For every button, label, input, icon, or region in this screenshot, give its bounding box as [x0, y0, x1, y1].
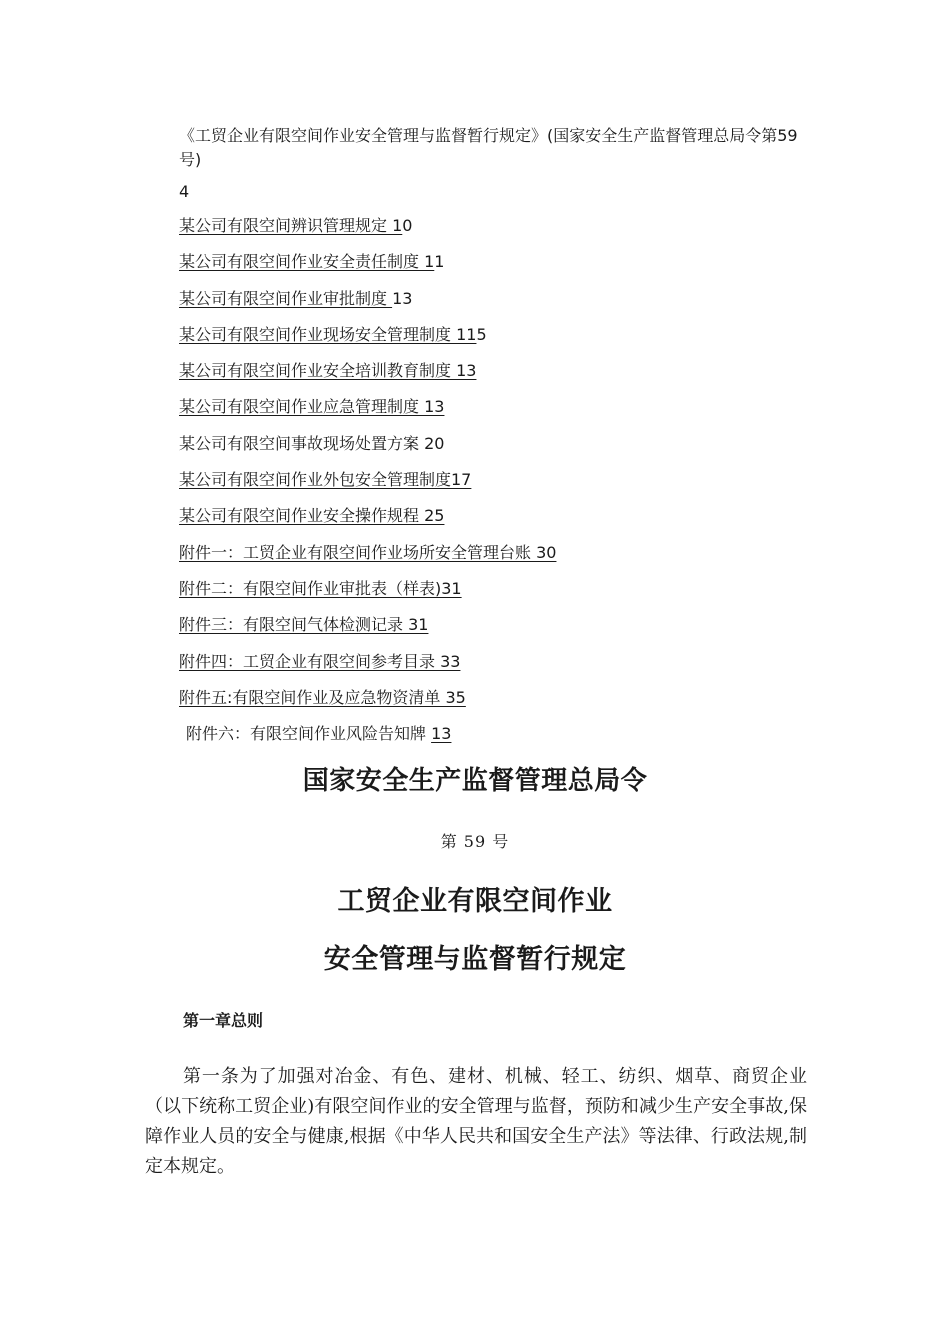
regulation-title-line-1: 工贸企业有限空间作业: [337, 886, 613, 917]
toc-link[interactable]: 某公司有限空间作业审批制度: [179, 288, 393, 308]
toc-intro-entry[interactable]: 《工贸企业有限空间作业安全管理与监督暂行规定》(国家安全生产监督管理总局令第59号): [179, 126, 798, 169]
toc-page-number: 5: [476, 324, 487, 344]
toc-list: [179, 214, 809, 758]
toc-link[interactable]: 某公司有限空间作业应急管理制度 13: [179, 397, 445, 417]
toc-page-number: 1: [434, 252, 445, 272]
toc-link[interactable]: 附件六：有限空间作业风险告知牌: [186, 724, 432, 744]
toc-page-number: 0: [402, 216, 413, 235]
toc-link[interactable]: 附件三：有限空间气体检测记录 31: [179, 615, 429, 635]
toc-link[interactable]: 附件二：有限空间作业审批表（样表)31: [179, 578, 462, 598]
toc-item[interactable]: [179, 541, 809, 577]
toc-item[interactable]: [179, 323, 809, 359]
order-heading: 国家安全生产监督管理总局令: [302, 766, 648, 796]
toc-item[interactable]: [179, 359, 809, 395]
toc-page-number[interactable]: 13: [431, 724, 452, 744]
toc-link[interactable]: 附件五:有限空间作业及应急物资清单 35: [179, 687, 466, 707]
toc-link[interactable]: 某公司有限空间作业外包安全管理制度17: [179, 470, 472, 490]
toc-link[interactable]: 附件一：工贸企业有限空间作业场所安全管理台账 30: [179, 542, 557, 562]
toc-item[interactable]: [179, 432, 809, 468]
toc-link[interactable]: 附件四：工贸企业有限空间参考目录 33: [179, 651, 461, 671]
toc-intro-page-number: 4: [179, 182, 190, 201]
toc-link[interactable]: 某公司有限空间作业安全责任制度 1: [179, 252, 435, 272]
toc-page-number: 13: [392, 288, 413, 308]
toc-item[interactable]: [179, 504, 809, 540]
toc-link[interactable]: 某公司有限空间作业安全培训教育制度 13: [179, 361, 477, 381]
toc-item[interactable]: [179, 468, 809, 504]
toc-item[interactable]: [179, 395, 809, 431]
regulation-title-line-2: 安全管理与监督暂行规定: [323, 944, 627, 975]
toc-link[interactable]: 某公司有限空间辨识管理规定 1: [179, 216, 403, 235]
toc-item[interactable]: [179, 577, 809, 613]
order-number: 第 59 号: [440, 832, 510, 851]
toc-item[interactable]: [179, 250, 809, 286]
toc-link[interactable]: 某公司有限空间作业现场安全管理制度 11: [179, 324, 477, 344]
chapter-heading: 第一章总则: [183, 1011, 264, 1030]
toc-item[interactable]: [179, 650, 809, 686]
article-paragraph: 第一条为了加强对冶金、有色、建材、机械、轻工、纺织、烟草、商贸企业（以下统称工贸企业)有限空间作业的安全管理与监督，预防和减少生产安全事故,保障作业人员的安全与健康,根据《中华人民共和国安全生产法》等法律、行政法规,制定本规定。: [145, 1066, 807, 1177]
toc-item[interactable]: [179, 686, 809, 722]
toc-item[interactable]: [179, 214, 809, 250]
table-of-contents: [179, 124, 809, 758]
toc-item[interactable]: [179, 613, 809, 649]
toc-item[interactable]: [179, 287, 809, 323]
toc-link[interactable]: 某公司有限空间事故现场处置方案 20: [179, 433, 445, 453]
toc-item[interactable]: [179, 722, 809, 758]
toc-link[interactable]: 某公司有限空间作业安全操作规程 25: [179, 506, 445, 526]
